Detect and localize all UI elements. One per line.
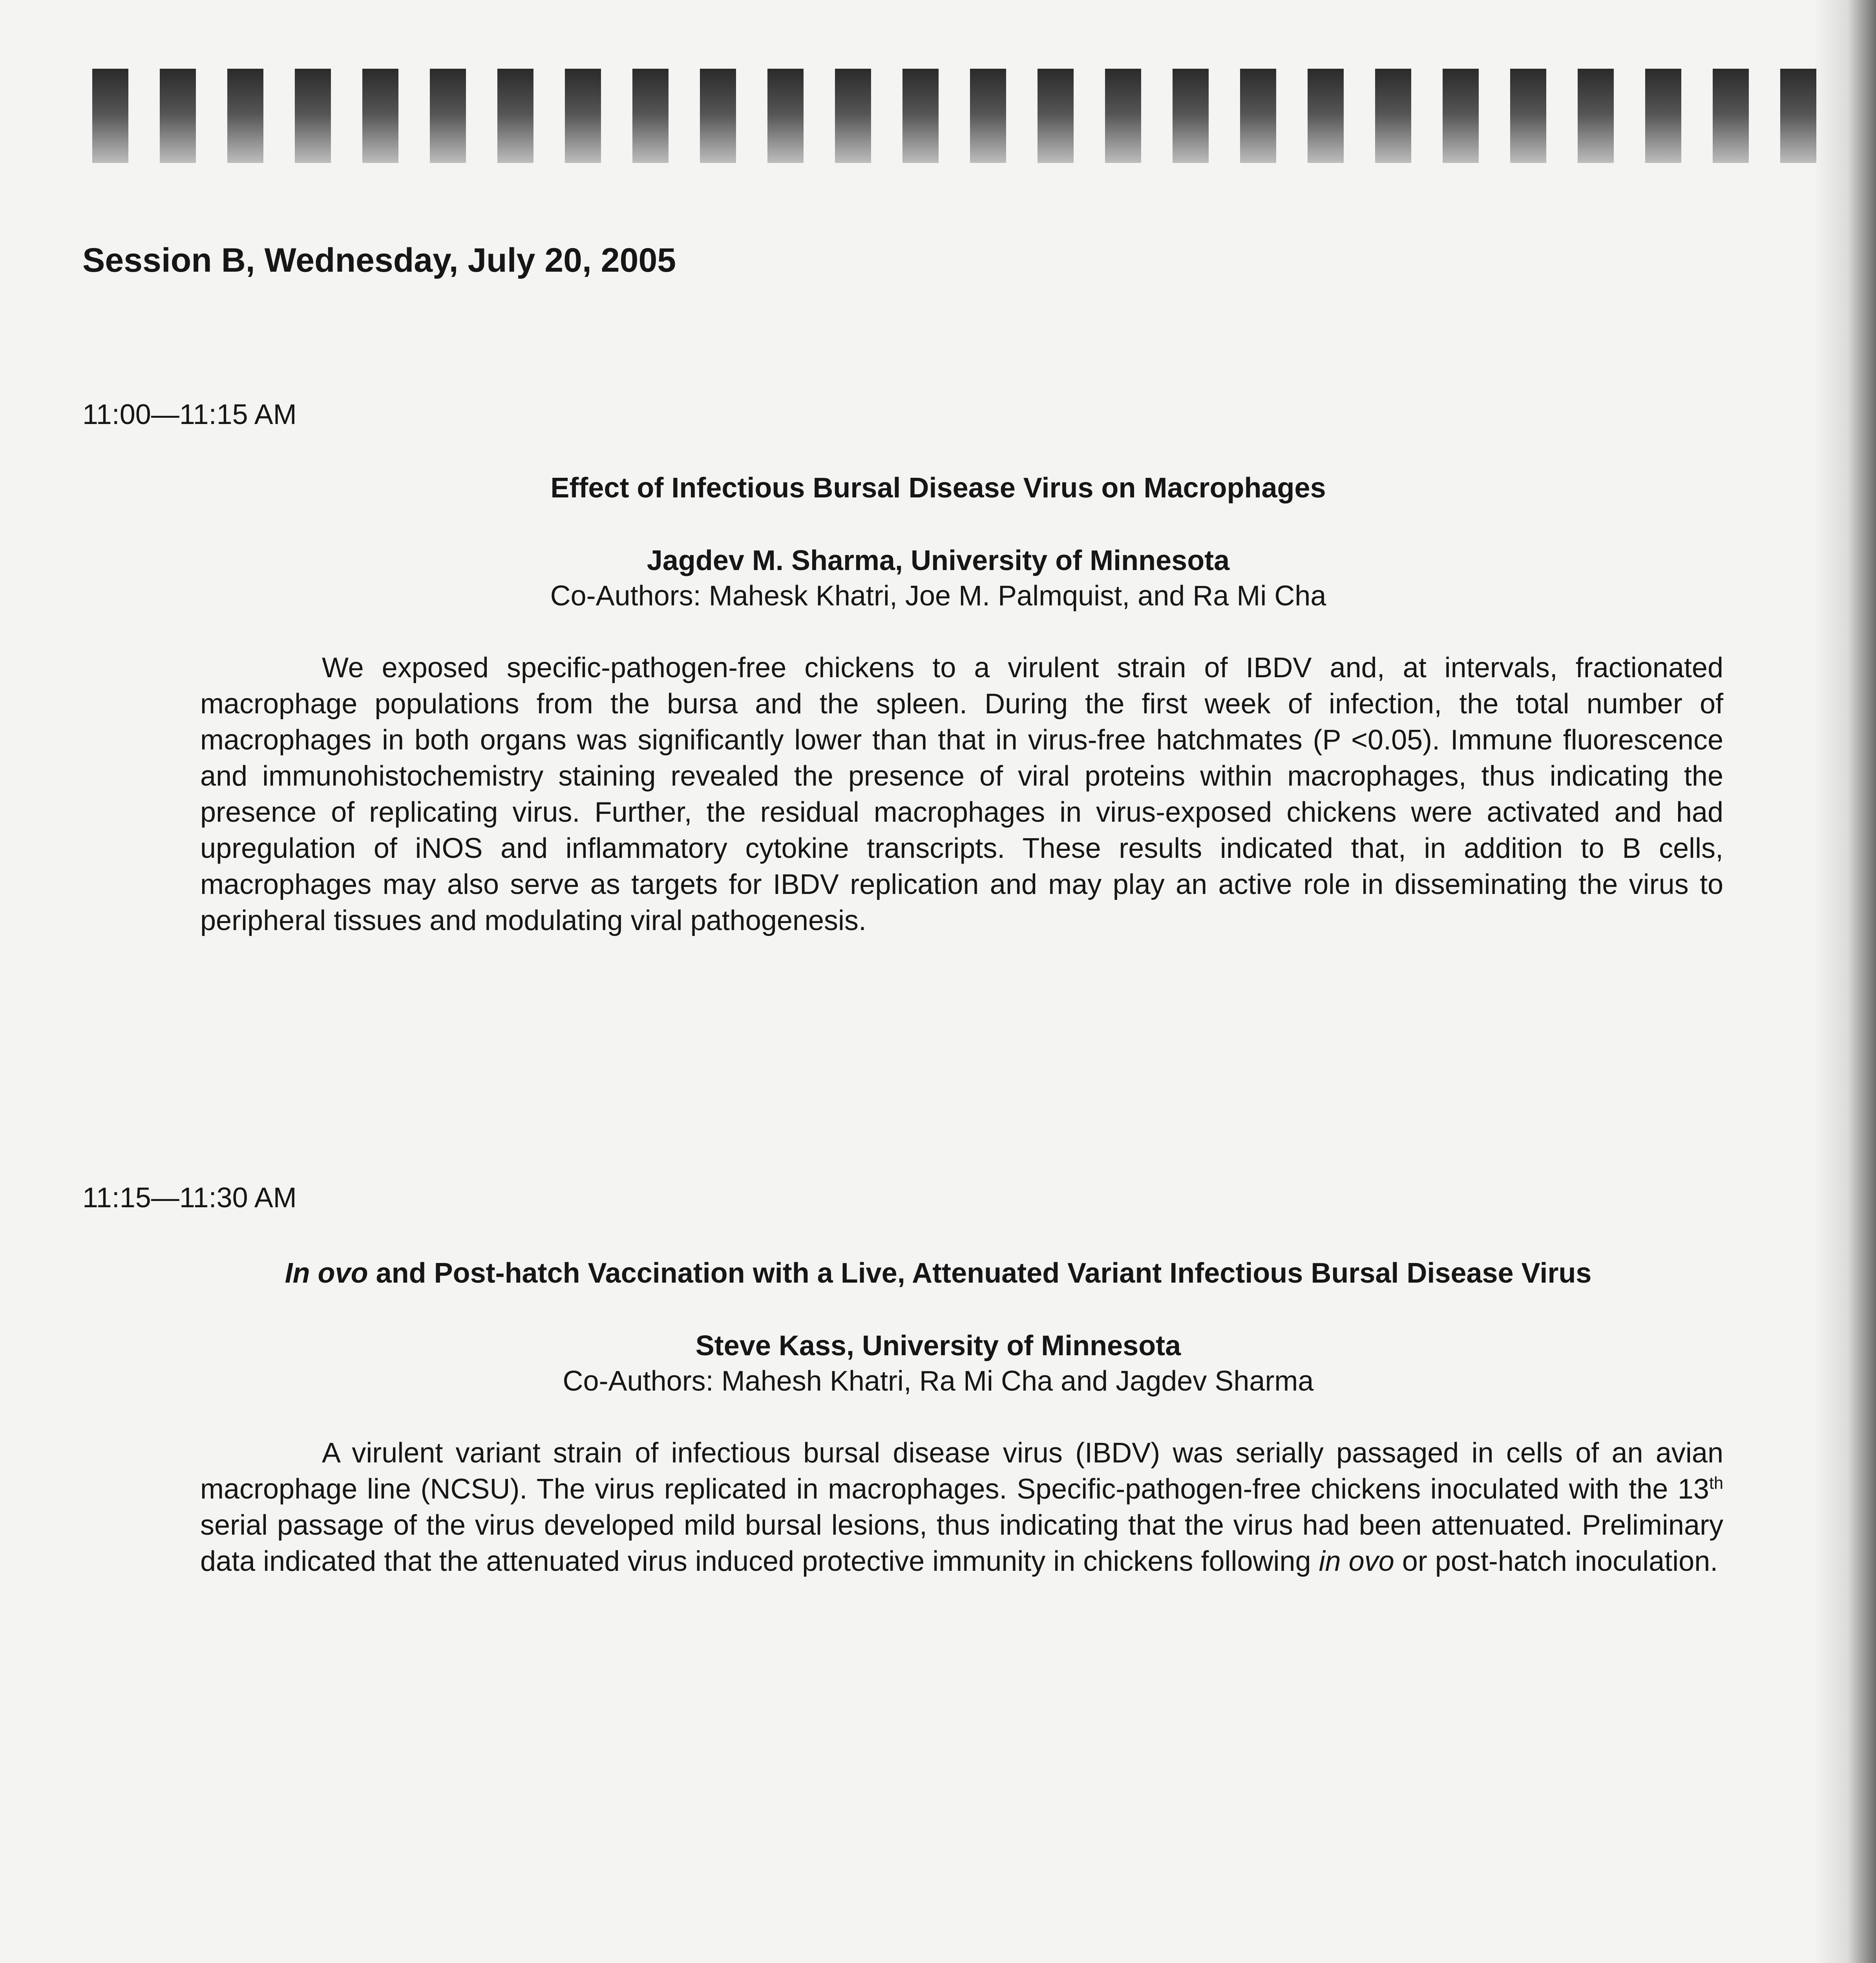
- strip-block: [227, 69, 263, 163]
- strip-block: [1105, 69, 1141, 163]
- strip-block: [902, 69, 939, 163]
- strip-block: [1713, 69, 1749, 163]
- entry-1-coauthors: Co-Authors: Mahesk Khatri, Joe M. Palmquist, and Ra Mi Cha: [550, 580, 1326, 612]
- strip-block: [1578, 69, 1614, 163]
- entry-2-title: [118, 1256, 1759, 1290]
- strip-block: [767, 69, 804, 163]
- session-header: Session B, Wednesday, July 20, 2005: [82, 241, 676, 279]
- header-decorative-strip: [92, 69, 1847, 163]
- entry-2-time: 11:15—11:30 AM: [82, 1182, 297, 1214]
- entry-1-time: 11:00—11:15 AM: [82, 399, 297, 430]
- entry-2-author: Steve Kass, University of Minnesota: [695, 1330, 1181, 1362]
- strip-block: [1240, 69, 1276, 163]
- entry-2-coauthors: Co-Authors: Mahesh Khatri, Ra Mi Cha and Jagdev Sharma: [563, 1365, 1314, 1397]
- strip-block: [1510, 69, 1546, 163]
- strip-block: [700, 69, 736, 163]
- strip-block: [160, 69, 196, 163]
- strip-block: [362, 69, 398, 163]
- entry-2-abstract-italic: in ovo: [1319, 1546, 1394, 1577]
- strip-block: [1038, 69, 1074, 163]
- strip-block: [1645, 69, 1681, 163]
- entry-1-author: Jagdev M. Sharma, University of Minnesota: [647, 545, 1230, 576]
- entry-2-title-rest: and Post-hatch Vaccination with a Live, Attenuated Variant Infectious Bursal Disease Virus: [368, 1257, 1592, 1289]
- strip-block: [1780, 69, 1816, 163]
- strip-block: [295, 69, 331, 163]
- entry-2-abstract: [200, 1435, 1723, 1579]
- strip-block: [92, 69, 128, 163]
- strip-block: [430, 69, 466, 163]
- strip-block: [970, 69, 1006, 163]
- page-edge-shadow: [1813, 0, 1876, 1963]
- entry-1-title: Effect of Infectious Bursal Disease Virus on Macrophages: [550, 472, 1326, 504]
- strip-block: [835, 69, 871, 163]
- strip-block: [497, 69, 533, 163]
- strip-block: [1443, 69, 1479, 163]
- entry-2-abstract-text-1: A virulent variant strain of infectious bursal disease virus (IBDV) was serially passaged in cells of an avian macrophage line (NCSU). The virus replicated in macrophages. Specific-pathogen-free chickens inoculated with the 13: [200, 1437, 1723, 1505]
- strip-block: [565, 69, 601, 163]
- entry-1-abstract: We exposed specific-pathogen-free chickens to a virulent strain of IBDV and, at intervals, fractionated macrophage populations from the bursa and the spleen. During the first week of infection, the total number of macrophages in both organs was significantly lower than that in virus-free hatchmates (P <0.05). Immune fluorescence and immunohistochemistry staining revealed the presence of viral proteins within macrophages, thus indicating the presence of replicating virus. Further, the residual macrophages in virus-exposed chickens were activated and had upregulation of iNOS and inflammatory cytokine transcripts. These results indicated that, in addition to B cells, macrophages may also serve as targets for IBDV replication and may play an active role in disseminating the virus to peripheral tissues and modulating viral pathogenesis.: [200, 652, 1723, 936]
- entry-2-title-italic: In ovo: [285, 1257, 368, 1289]
- strip-block: [1308, 69, 1344, 163]
- strip-block: [632, 69, 669, 163]
- strip-block: [1173, 69, 1209, 163]
- strip-block: [1375, 69, 1411, 163]
- ordinal-superscript: th: [1709, 1474, 1723, 1493]
- entry-2-abstract-text-2: serial passage of the virus developed mild bursal lesions, thus indicating that the virus had been attenuated. Preliminary data indicated that the attenuated virus induced protective immunity in chickens following: [200, 1510, 1723, 1577]
- entry-2-abstract-text-3: or post-hatch inoculation.: [1394, 1546, 1718, 1577]
